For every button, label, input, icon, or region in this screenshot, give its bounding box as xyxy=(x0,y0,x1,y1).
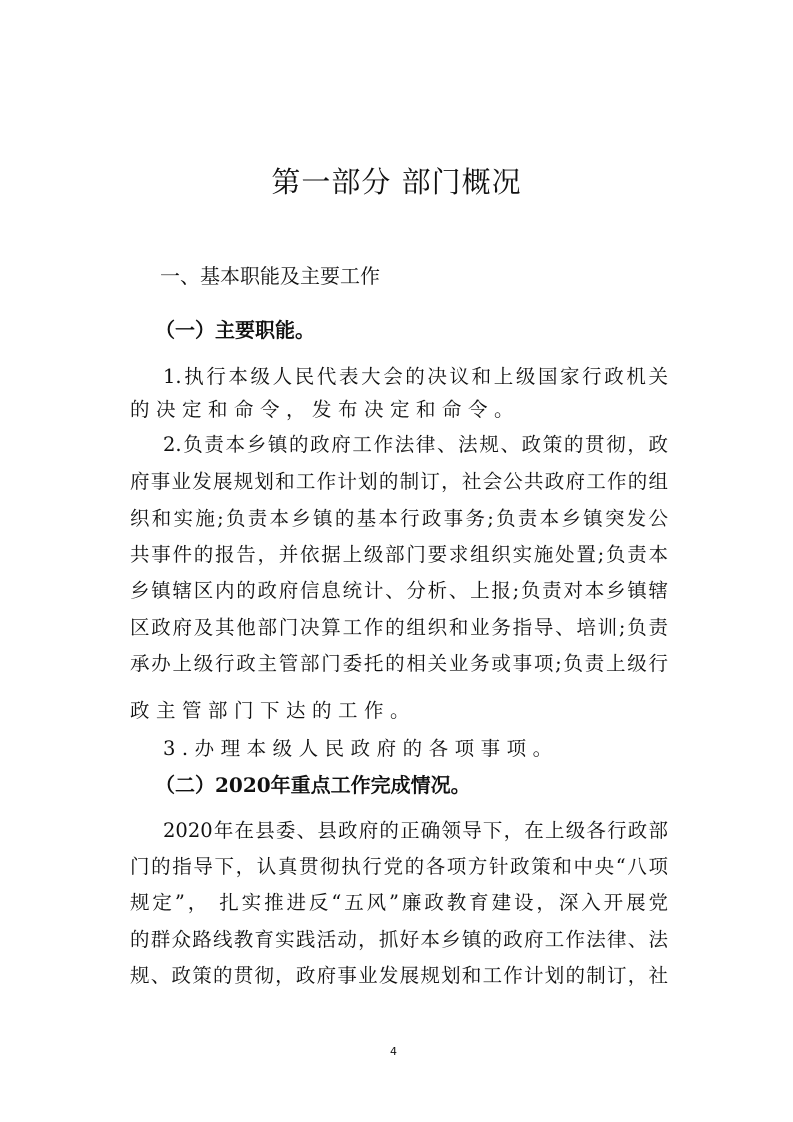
subsection-heading: （二）2020年重点工作完成情况。 xyxy=(155,773,471,797)
page-title: 第一部分 部门概况 xyxy=(271,165,522,199)
paragraph-line: 政主管部门下达的工作。 xyxy=(130,699,417,722)
paragraph-line: 规、政策的贯彻，政府事业发展规划和工作计划的制订，社 xyxy=(130,964,668,987)
paragraph-line: 3.办理本级人民政府的各项事项。 xyxy=(163,737,559,760)
paragraph-line: 2020年在县委、县政府的正确领导下，在上级各行政部 xyxy=(163,819,668,842)
page-number: 4 xyxy=(390,1045,397,1058)
paragraph-line: 2.负责本乡镇的政府工作法律、法规、政策的贯彻，政 xyxy=(163,433,668,456)
paragraph-line: 乡镇辖区内的政府信息统计、分析、上报;负责对本乡镇辖 xyxy=(130,579,668,602)
paragraph-line: 织和实施;负责本乡镇的基本行政事务;负责本乡镇突发公 xyxy=(130,507,668,530)
paragraph-line: 共事件的报告，并依据上级部门要求组织实施处置;负责本 xyxy=(130,543,668,566)
subsection-heading: （一）主要职能。 xyxy=(155,318,315,342)
paragraph-line: 承办上级行政主管部门委托的相关业务或事项;负责上级行 xyxy=(130,652,668,675)
paragraph-line: 区政府及其他部门决算工作的组织和业务指导、培训;负责 xyxy=(130,616,668,639)
paragraph-line: 府事业发展规划和工作计划的制订，社会公共政府工作的组 xyxy=(130,470,668,493)
paragraph-line: 1.执行本级人民代表大会的决议和上级国家行政机关 xyxy=(163,365,668,388)
paragraph-line: 门的指导下，认真贯彻执行党的各项方针政策和中央“八项 xyxy=(130,855,668,878)
paragraph-line: 规定”， 扎实推进反“五风”廉政教育建设，深入开展党 xyxy=(130,891,668,914)
section-heading: 一、基本职能及主要工作 xyxy=(160,264,380,288)
paragraph-line: 的群众路线教育实践活动，抓好本乡镇的政府工作法律、法 xyxy=(130,928,668,951)
paragraph-line: 的决定和命令，发布决定和命令。 xyxy=(130,398,521,421)
